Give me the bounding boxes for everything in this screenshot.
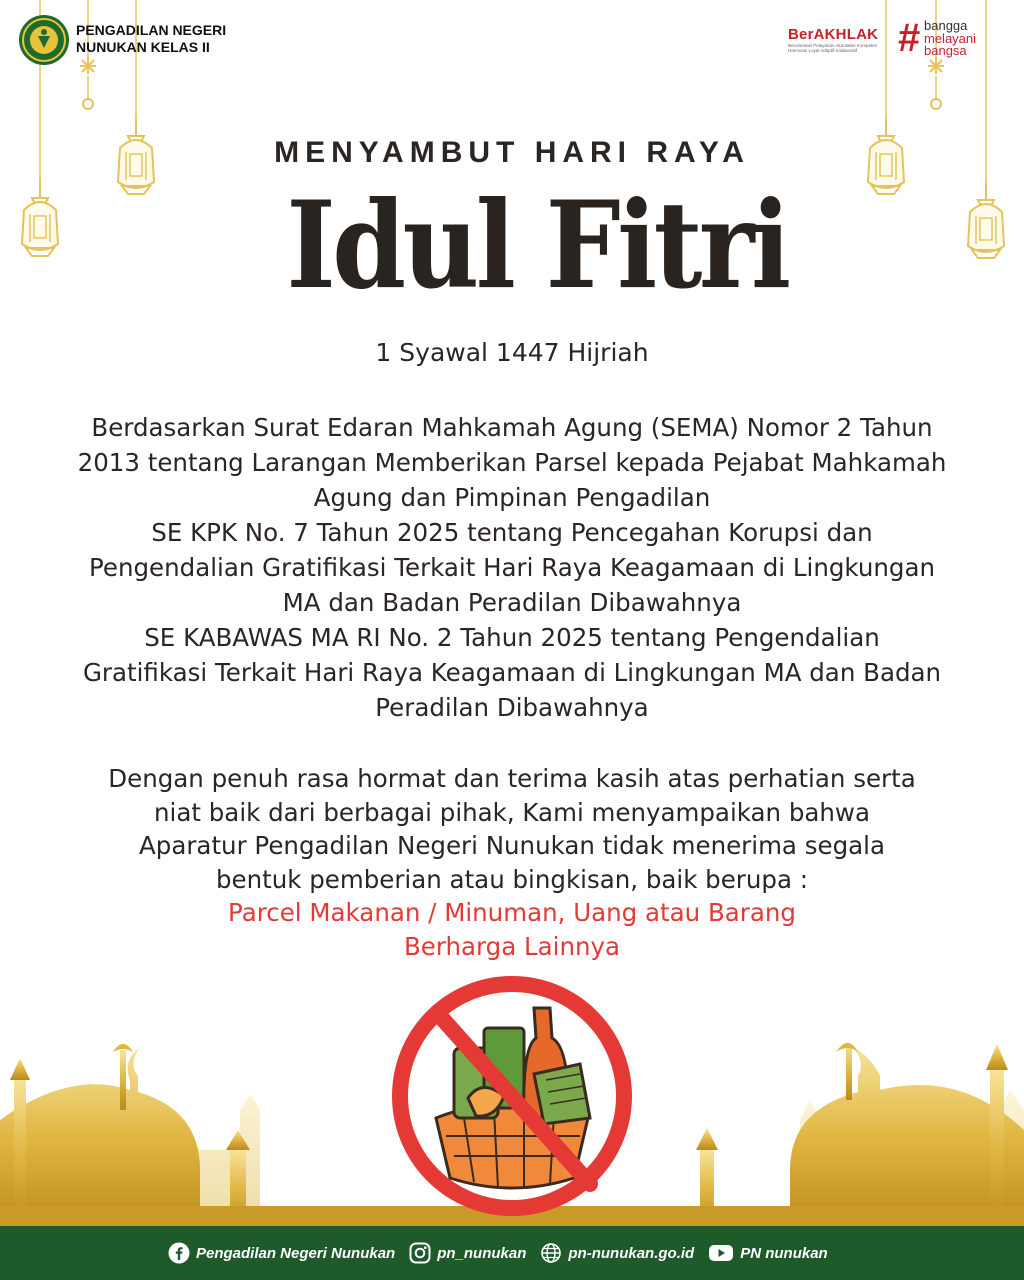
instagram-icon [409, 1242, 431, 1264]
bangga-line1: bangga [924, 18, 968, 33]
statement-highlight-line: Berharga Lainnya [403, 931, 621, 961]
reference-line: 2013 tentang Larangan Memberikan Parsel kepada Pejabat Mahkamah [77, 448, 947, 477]
bangga-hash: # [898, 16, 921, 60]
berakhlak-logo [788, 26, 888, 53]
footer-website[interactable] [540, 1242, 694, 1264]
instagram-label: pn_nunukan [437, 1244, 527, 1262]
hijri-date: 1 Syawal 1447 Hijriah [375, 338, 649, 367]
berakhlak-tagline: Berorientasi Pelayanan Akuntabel Kompeten Harmonis Loyal Adaptif Kolaboratif [788, 43, 878, 53]
footer-facebook[interactable] [168, 1242, 395, 1264]
reference-line: Pengendalian Gratifikasi Terkait Hari Raya Keagamaan di Lingkungan [88, 553, 935, 582]
facebook-label: Pengadilan Negeri Nunukan [196, 1244, 396, 1262]
reference-line: Agung dan Pimpinan Pengadilan [313, 483, 711, 512]
court-emblem-icon [18, 14, 70, 66]
statement-line: bentuk pemberian atau bingkisan, baik berupa : [215, 864, 809, 894]
statement-block [40, 762, 984, 963]
youtube-icon [708, 1242, 734, 1264]
reference-line: Peradilan Dibawahnya [375, 693, 649, 722]
reference-line: Berdasarkan Surat Edaran Mahkamah Agung (SEMA) Nomor 2 Tahun [91, 413, 933, 442]
bangga-line2: melayani [924, 30, 977, 46]
footer-instagram[interactable] [409, 1242, 526, 1264]
reference-line: SE KABAWAS MA RI No. 2 Tahun 2025 tentang Pengendalian [144, 623, 880, 652]
facebook-icon [168, 1242, 190, 1264]
org-name-line2: NUNUKAN KELAS II [76, 39, 210, 55]
statement-line: Dengan penuh rasa hormat dan terima kasih atas perhatian serta [108, 764, 916, 793]
bangga-line3: bangsa [924, 43, 967, 58]
footer-bar [0, 1226, 1024, 1280]
references-block [20, 410, 1004, 725]
org-name-line1: PENGADILAN NEGERI [76, 22, 227, 38]
footer-youtube[interactable] [708, 1242, 828, 1264]
organization-name [76, 22, 226, 56]
website-label: pn-nunukan.go.id [568, 1244, 695, 1262]
reference-line: SE KPK No. 7 Tahun 2025 tentang Pencegahan Korupsi dan [151, 518, 873, 547]
bangga-melayani-logo [898, 18, 994, 60]
berakhlak-title: BerAKHLAK [788, 26, 879, 43]
statement-highlight-line: Parcel Makanan / Minuman, Uang atau Barang [228, 898, 796, 927]
globe-icon [540, 1242, 562, 1264]
youtube-label: PN nunukan [740, 1244, 828, 1262]
title-main: Idul Fitri [286, 175, 788, 316]
no-parcel-icon [384, 968, 640, 1224]
title-pre: MENYAMBUT HARI RAYA [274, 136, 750, 169]
statement-line: Aparatur Pengadilan Negeri Nunukan tidak menerima segala [139, 831, 885, 860]
reference-line: Gratifikasi Terkait Hari Raya Keagamaan di Lingkungan MA dan Badan [82, 658, 942, 687]
statement-line: niat baik dari berbagai pihak, Kami menyampaikan bahwa [154, 797, 870, 827]
reference-line: MA dan Badan Peradilan Dibawahnya [282, 588, 742, 617]
